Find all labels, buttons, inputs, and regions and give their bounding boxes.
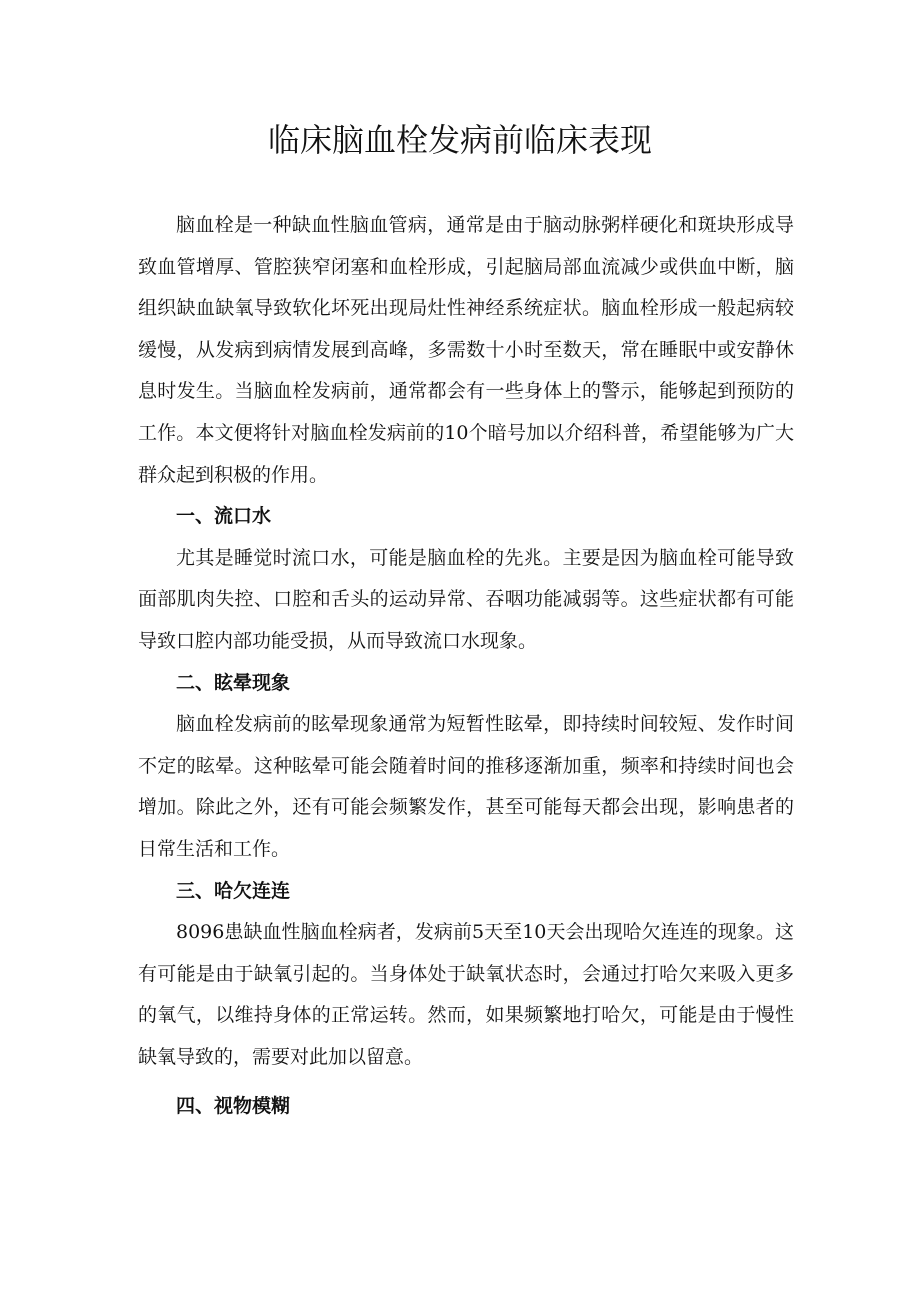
intro-paragraph: 脑血栓是一种缺血性脑血管病，通常是由于脑动脉粥样硬化和斑块形成导致血管增厚、管腔狭窄闭塞和血栓形成，引起脑局部血流减少或供血中断，脑组织缺血缺氧导致软化坏死出现局灶性神经系统症状。脑血栓形成一般起病较缓慢，从发病到病情发展到高峰，多需数十小时至数天，常在睡眠中或安静休息时发生。当脑血栓发病前，通常都会有一些身体上的警示，能够起到预防的工作。本文便将针对脑血栓发病前的10个暗号加以介绍科普，希望能够为广大群众起到积极的作用。: [138, 214, 794, 486]
section-paragraph: 脑血栓发病前的眩晕现象通常为短暂性眩晕，即持续时间较短、发作时间不定的眩晕。这种眩晕可能会随着时间的推移逐渐加重，频率和持续时间也会增加。除此之外，还有可能会频繁发作，甚至可能每天都会出现，影响患者的日常生活和工作。: [138, 713, 794, 860]
section-blurred-vision: [138, 1086, 794, 1128]
section-drooling: [138, 496, 794, 662]
section-heading: 三、哈欠连连: [176, 879, 291, 902]
section-paragraph: 尤其是睡觉时流口水，可能是脑血栓的先兆。主要是因为脑血栓可能导致面部肌肉失控、口腔和舌头的运动异常、吞咽功能减弱等。这些症状都有可能导致口腔内部功能受损，从而导致流口水现象。: [138, 546, 794, 652]
section-heading: 一、流口水: [176, 505, 272, 528]
section-heading: 四、视物模糊: [176, 1095, 291, 1118]
document-body: [138, 205, 794, 1128]
section-paragraph: 8096患缺血性脑血栓病者，发病前5天至10天会出现哈欠连连的现象。这有可能是由于缺氧引起的。当身体处于缺氧状态时，会通过打哈欠来吸入更多的氧气，以维持身体的正常运转。然而，如果频繁地打哈欠，可能是由于慢性缺氧导致的，需要对此加以留意。: [138, 921, 794, 1068]
section-gap: [138, 1078, 794, 1086]
section-dizziness: [138, 663, 794, 871]
document-title: 临床脑血栓发病前临床表现: [267, 121, 652, 159]
section-heading: 二、眩晕现象: [176, 671, 291, 694]
section-yawning: [138, 871, 794, 1079]
